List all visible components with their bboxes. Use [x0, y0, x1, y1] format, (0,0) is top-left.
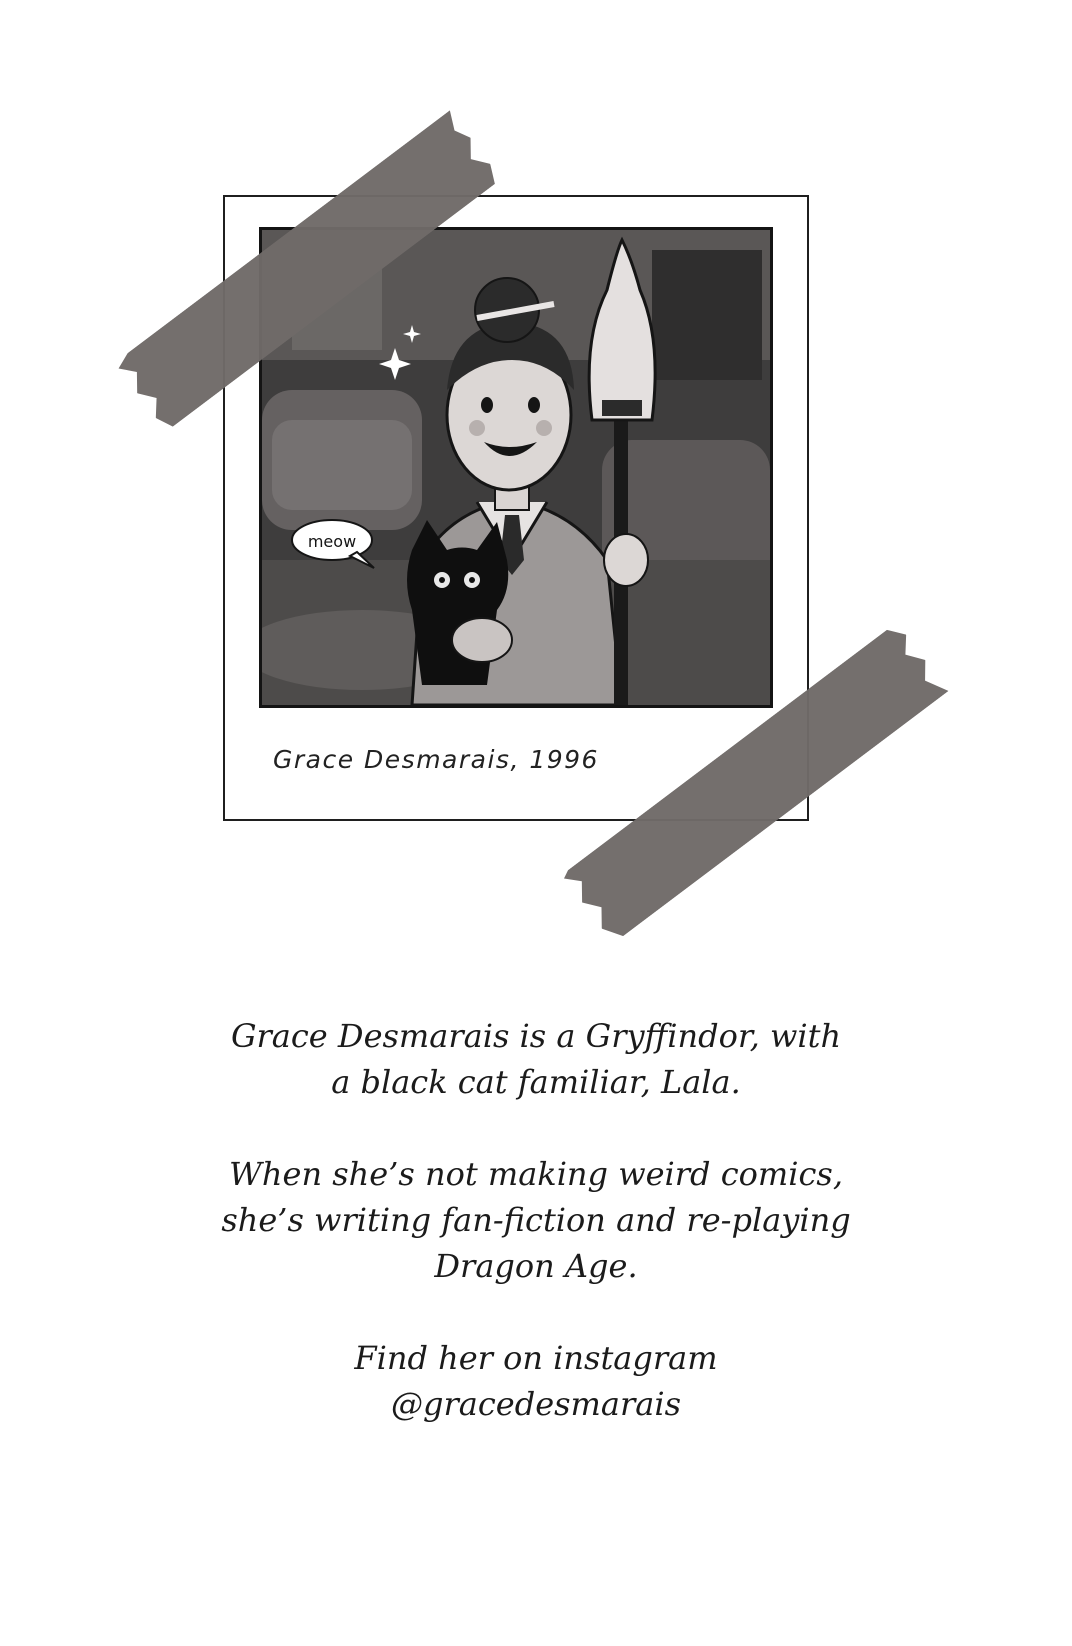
- bio-line: she’s writing fan-fiction and re-playing: [221, 1201, 851, 1239]
- bio-paragraph-intro: [100, 1013, 972, 1105]
- bio-paragraph-social: [100, 1335, 972, 1427]
- bio-paragraph-hobbies: [100, 1151, 972, 1289]
- bio-line: Find her on instagram: [354, 1339, 718, 1377]
- instagram-handle: @gracedesmarais: [390, 1385, 681, 1423]
- bio-line: When she’s not making weird comics,: [229, 1155, 843, 1193]
- photo-caption: Grace Desmarais, 1996: [273, 745, 599, 774]
- author-bio: [100, 1013, 972, 1473]
- meow-bubble-text: meow: [307, 532, 357, 551]
- bio-line: Dragon Age.: [434, 1247, 638, 1285]
- bio-line: a black cat familiar, Lala.: [331, 1063, 741, 1101]
- bio-line: Grace Desmarais is a Gryffindor, with: [230, 1017, 842, 1055]
